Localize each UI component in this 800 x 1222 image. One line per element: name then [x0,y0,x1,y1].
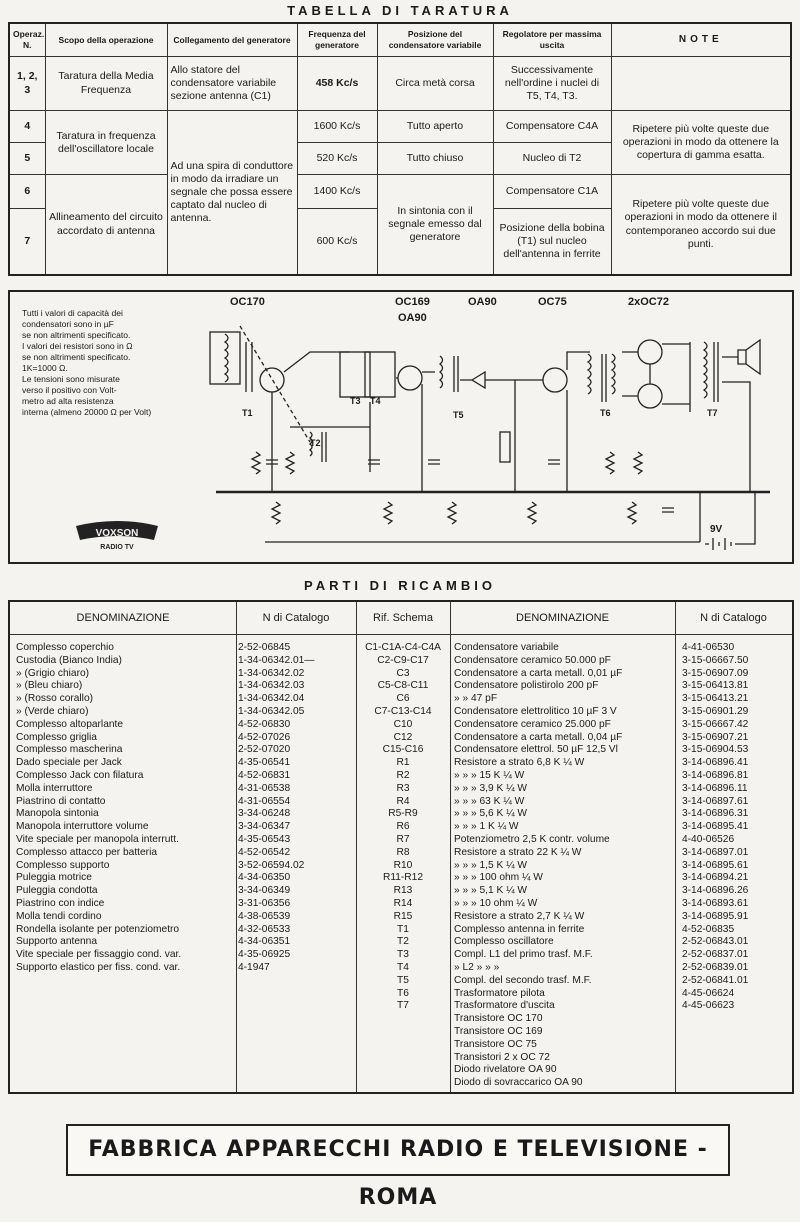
list-item: 3-15-06413.81 [682,680,749,692]
list-item: 3-15-06901.29 [682,705,749,717]
list-item: Complesso griglia [16,731,97,743]
ref-column [358,642,448,1090]
transistor-oc75 [543,368,567,392]
parts-title: PARTI DI RICAMBIO [304,578,496,593]
list-item: T2 [397,936,409,948]
list-item: 2-52-06843.01 [682,936,749,948]
list-item: Transistori 2 x OC 72 [454,1051,550,1063]
list-item: 4-45-06623 [682,1000,735,1012]
list-item: » » » 15 K ¼ W [454,769,525,781]
list-item: Diodo rivelatore OA 90 [454,1064,557,1076]
list-item: 3-14-06896.26 [682,885,749,897]
list-item: 4-32-06533 [238,923,291,935]
list-item: 4-34-06351 [238,936,291,948]
list-item: T5 [397,974,409,986]
list-item: 3-34-06248 [238,808,291,820]
list-item: 3-14-06893.61 [682,897,749,909]
list-item: 2-52-06841.01 [682,974,749,986]
list-item: Trasformatore d'uscita [454,1000,555,1012]
list-item: R13 [393,885,413,897]
list-item: 4-35-06543 [238,833,291,845]
list-item: 3-52-06594.02 [238,859,305,871]
list-item: 4-34-06350 [238,872,291,884]
list-item: 4-52-06831 [238,769,291,781]
note-line: Le tensioni sono misurate [22,374,120,384]
list-item: Complesso supporto [16,859,110,871]
list-item: Complesso altoparlante [16,718,124,730]
list-item: 1-34-06342.03 [238,680,305,692]
list-item: 3-14-06895.41 [682,821,749,833]
list-item: 2-52-06839.01 [682,961,749,973]
list-item: Custodia (Bianco India) [16,654,122,666]
list-item: 3-14-06896.31 [682,808,749,820]
list-item: 4-52-06830 [238,718,291,730]
list-item: 4-52-06542 [238,846,291,858]
list-item: Puleggia condotta [16,885,98,897]
resistor-r13 [628,502,636,524]
diode-oa90 [472,372,485,388]
calibration-header-row [9,23,791,57]
list-item: 3-14-06895.91 [682,910,749,922]
logo-subtitle: RADIO TV [100,544,134,551]
list-item: 4-38-06539 [238,910,291,922]
table-row [9,175,791,209]
list-item [358,1026,448,1039]
cell-frequency: 520 Kc/s [297,143,377,175]
circuit-schematic [8,290,794,564]
resistor-r14 [634,452,642,474]
list-item: R1 [396,757,410,769]
header-rif-schema: Rif. Schema [373,612,433,624]
cell-frequency: 458 Kc/s [297,57,377,111]
header-regulator: Regolatore per massima uscita [493,23,611,57]
list-item: Condensatore a carta metall. 0,04 µF [454,731,623,743]
list-item: Condensatore ceramico 50.000 pF [454,654,611,666]
list-item: Resistore a strato 22 K ¼ W [454,846,582,858]
list-item: 4-31-06554 [238,795,291,807]
list-item: T3 [397,949,409,961]
list-item: Condensatore elettrolitico 10 µF 3 V [454,705,617,717]
wire [460,380,515,492]
header-frequency: Frequenza del generatore [297,23,377,57]
list-item: 3-15-06904.53 [682,744,749,756]
list-item: » L2 » » » [454,961,500,973]
footer-banner: FABBRICA APPARECCHI RADIO E TELEVISIONE - ROMA [66,1124,730,1176]
list-item [682,1077,748,1090]
list-item: Molla tendi cordino [16,910,102,922]
list-item: » » » 5,1 K ¼ W [454,885,528,897]
list-item: 3-14-06896.11 [682,782,748,794]
list-item: 3-34-06347 [238,821,291,833]
label-t7: T7 [707,408,718,418]
list-item: 3-14-06896.41 [682,757,749,769]
cell-regulator: Posizione della bobina (T1) sul nucleo dell'antenna in ferrite [493,209,611,275]
wire [515,352,590,492]
oscillator-coil [310,432,326,462]
list-item: Potenziometro 2,5 K contr. volume [454,833,610,845]
list-item: Supporto antenna [16,936,98,948]
list-item: 3-15-06413.21 [682,693,749,705]
list-item: » » » 63 K ¼ W [454,795,525,807]
list-item: 4-1947 [238,961,270,973]
list-item: » (Bleu chiaro) [16,680,83,692]
list-item: » » » 5,6 K ¼ W [454,808,528,820]
label-t1: T1 [242,408,253,418]
cell-scope: Taratura della Media Frequenza [45,57,167,111]
wire [272,352,350,492]
t5-coil [440,356,458,392]
list-item: C3 [396,667,410,679]
list-item: C10 [393,718,413,730]
capacitor-c10 [428,460,440,464]
list-item: R5-R9 [388,808,418,820]
list-item: C12 [393,731,413,743]
list-item: Vite speciale per manopola interrutt. [16,833,179,845]
list-item: C2-C9-C17 [377,654,429,666]
list-item: » » » 100 ohm ¼ W [454,872,543,884]
list-item: » » » 3,9 K ¼ W [454,782,528,794]
list-item: 3-34-06349 [238,885,291,897]
list-item: Piastrino con indice [16,897,105,909]
list-item: Transistore OC 170 [454,1013,543,1025]
header-denominazione-right: DENOMINAZIONE [516,612,609,624]
transistor-oc169 [398,366,422,390]
label-2xoc72: 2xOC72 [628,296,669,308]
list-item: C1-C1A-C4-C4A [365,642,441,653]
table-row [9,111,791,143]
potentiometer [500,432,510,462]
list-item: R2 [396,769,410,781]
wire [700,492,755,544]
antenna-coupling [240,326,310,442]
list-item: » (Rosso corallo) [16,693,93,705]
list-item: 3-15-06907.21 [682,731,749,743]
list-item: 1-34-06342.02 [238,667,305,679]
list-item: Condensatore elettrol. 50 µF 12,5 Vl [454,744,618,756]
list-item: 1-34-06342.01— [238,654,315,666]
battery-icon [705,538,731,550]
label-oa90-overload: OA90 [398,312,427,324]
list-item: » » » 1,5 K ¼ W [454,859,528,871]
wire [396,372,435,492]
list-item [358,1052,448,1065]
cell-op: 4 [9,111,45,143]
header-connection: Collegamento del generatore [167,23,297,57]
cell-connection: Allo statore del condensatore variabile sezione antenna (C1) [167,57,297,111]
list-item: 3-15-06667.42 [682,718,749,730]
t1-coil [246,342,252,392]
resistor-r3 [286,452,294,474]
wire [290,402,370,472]
note-line: I valori dei resistori sono in Ω [22,341,133,351]
list-item: Supporto elastico per fiss. cond. var. [16,961,181,973]
list-item: Condensatore polistirolo 200 pF [454,680,599,692]
list-item: » » » 10 ohm ¼ W [454,897,538,909]
list-item: 4-40-06526 [682,833,735,845]
list-item: Complesso Jack con filatura [16,769,144,781]
resistor-r4 [384,502,392,524]
label-t2: T2 [310,438,321,448]
list-item: 2-52-06845 [238,642,291,653]
capacitor-c13 [548,460,560,464]
label-t5: T5 [453,410,464,420]
resistor-r9 [528,502,536,524]
list-item: Manopola interruttore volume [16,821,149,833]
list-item: 4-52-06835 [682,923,735,935]
label-battery: 9V [710,524,723,535]
list-item [358,1039,448,1052]
speaker-icon [738,340,760,374]
list-item: T1 [397,923,409,935]
header-op: Operaz. N. [9,23,45,57]
cell-position: Circa metà corsa [377,57,493,111]
list-item: R7 [396,833,410,845]
cell-regulator: Successivamente nell'ordine i nuclei di T5, T4, T3. [493,57,611,111]
list-item: Condensatore a carta metall. 0,01 µF [454,667,623,679]
list-item: Puleggia motrice [16,872,92,884]
label-t4: T4 [370,396,381,406]
list-item [682,1052,748,1065]
note-line: Tutti i valori di capacità dei [22,308,123,318]
list-item: 4-45-06624 [682,987,735,999]
transistor-oc72-b [638,384,662,408]
list-item: T6 [397,987,409,999]
note-line: interna (almeno 20000 Ω per Volt) [22,407,152,417]
list-item: 3-14-06894.21 [682,872,749,884]
cell-position: Tutto aperto [377,111,493,143]
cell-frequency: 1400 Kc/s [297,175,377,209]
list-item: 4-35-06925 [238,949,291,961]
cell-position: Tutto chiuso [377,143,493,175]
list-item: 3-15-06667.50 [682,654,749,666]
cell-op: 6 [9,175,45,209]
label-oa90: OA90 [468,296,497,308]
list-item [682,1026,748,1039]
list-item: Resistore a strato 6,8 K ¼ W [454,757,585,769]
list-item: R6 [396,821,410,833]
transistor-oc72-a [638,340,662,364]
parts-table [8,600,794,1094]
note-line: 1K=1000 Ω. [22,363,68,373]
cell-frequency: 1600 Kc/s [297,111,377,143]
list-item: 4-35-06541 [238,757,291,769]
label-oc169: OC169 [395,296,430,308]
list-item: R8 [396,846,410,858]
right-catalog-column [682,642,748,1090]
header-notes: NOTE [611,23,791,57]
header-catalog-left: N di Catalogo [262,612,330,624]
right-names-column [454,642,622,1090]
list-item: 3-15-06907.09 [682,667,749,679]
note-line: verso il positivo con Volt- [22,385,117,395]
list-item: 3-14-06896.81 [682,769,749,781]
list-item: 4-52-07026 [238,731,291,743]
header-scope: Scopo della operazione [45,23,167,57]
note-line: metro ad alta resistenza [22,396,114,406]
list-item [358,1064,448,1077]
list-item: » (Grigio chiaro) [16,667,90,679]
note-line: condensatori sono in µF [22,319,114,329]
cell-regulator: Compensatore C1A [493,175,611,209]
note-line: se non altrimenti specificato. [22,352,131,362]
list-item: Complesso coperchio [16,642,114,653]
list-item [358,1013,448,1026]
list-item: R14 [393,897,413,909]
label-t6: T6 [600,408,611,418]
t6-coil [588,354,615,402]
list-item: Molla interruttore [16,782,93,794]
cell-frequency: 600 Kc/s [297,209,377,275]
voxson-logo [74,520,160,552]
list-item: T4 [397,961,409,973]
antenna-coil [225,334,228,382]
list-item: Compl. del secondo trasf. M.F. [454,974,592,986]
list-item [682,1064,748,1077]
list-item: Rondella isolante per potenziometro [16,923,180,935]
list-item: C6 [396,693,410,705]
list-item [358,1077,448,1090]
list-item: R15 [393,910,413,922]
cell-regulator: Compensatore C4A [493,111,611,143]
list-item: Complesso antenna in ferrite [454,923,585,935]
list-item: 3-14-06897.61 [682,795,749,807]
note-line: se non altrimenti specificato. [22,330,131,340]
list-item: R10 [393,859,413,871]
wire [722,357,750,492]
list-item: R4 [396,795,410,807]
list-item: 3-31-06356 [238,897,291,909]
list-item: 4-31-06538 [238,782,291,794]
list-item: 3-14-06895.61 [682,859,749,871]
calibration-table [8,22,792,276]
label-oc170: OC170 [230,296,265,308]
header-catalog-right: N di Catalogo [700,612,767,624]
list-item: Resistore a strato 2,7 K ¼ W [454,910,585,922]
list-item: Complesso mascherina [16,744,123,756]
list-item: Transistore OC 169 [454,1025,543,1037]
list-item: R3 [396,782,410,794]
header-denominazione-left: DENOMINAZIONE [76,612,170,624]
list-item: 1-34-06342.04 [238,693,305,705]
wire [622,344,690,404]
capacitor-c16 [662,508,674,512]
list-item: 4-41-06530 [682,642,735,653]
resistor-r1 [252,452,260,474]
cell-op: 5 [9,143,45,175]
list-item: Condensatore variabile [454,642,559,653]
resistor-r11 [606,452,614,474]
left-names-column [16,642,181,975]
list-item: C7-C13-C14 [374,705,432,717]
header-position: Posizione del condensatore variabile [377,23,493,57]
list-item: T7 [397,1000,409,1012]
resistor-r2 [272,502,280,524]
list-item: Condensatore ceramico 25.000 pF [454,718,611,730]
list-item [682,1013,748,1026]
list-item: Compl. L1 del primo trasf. M.F. [454,949,593,961]
list-item: 2-52-06837.01 [682,949,749,961]
list-item: » » 47 pF [454,693,498,705]
t7-coil [690,342,718,412]
cell-scope: Taratura in frequenza dell'oscillatore locale [45,111,167,175]
list-item: » (Verde chiaro) [16,705,89,717]
list-item: Vite speciale per fissaggio cond. var. [16,949,182,961]
list-item: Manopola sintonia [16,808,99,820]
left-catalog-column [238,642,314,975]
list-item: » » » 1 K ¼ W [454,821,519,833]
list-item: Diodo di sovraccarico OA 90 [454,1077,583,1089]
table-row [9,57,791,111]
cell-scope: Allineamento del circuito accordato di antenna [45,175,167,275]
list-item: Dado speciale per Jack [16,757,122,769]
transistor-oc170 [260,368,284,392]
list-item: R11-R12 [382,872,423,884]
label-t3: T3 [350,396,361,406]
list-item: 2-52-07020 [238,744,291,756]
list-item: C15-C16 [382,744,424,756]
list-item: 3-14-06897.01 [682,846,749,858]
cell-op: 7 [9,209,45,275]
list-item: 1-34-06342.05 [238,705,305,717]
resistor-r8 [448,502,456,524]
list-item: C5-C8-C11 [377,680,429,692]
cell-regulator: Nucleo di T2 [493,143,611,175]
cell-notes: Ripetere più volte queste due operazioni in modo da ottenere la copertura di gamma esatta. [611,111,791,175]
list-item: Complesso attacco per batteria [16,846,157,858]
list-item [682,1039,748,1052]
list-item: Complesso oscillatore [454,936,554,948]
list-item: Piastrino di contatto [16,795,106,807]
cell-notes [611,57,791,111]
logo-brand: VOXSON [95,528,139,539]
cell-connection: Ad una spira di conduttore in modo da irradiare un segnale che possa essere captato dal nucleo di antenna. [167,111,297,275]
calibration-title: TABELLA DI TARATURA [287,3,513,18]
cell-position: In sintonia con il segnale emesso dal generatore [377,175,493,275]
cell-op: 1, 2, 3 [9,57,45,111]
list-item: Trasformatore pilota [454,987,545,999]
label-oc75: OC75 [538,296,567,308]
cell-notes: Ripetere più volte queste due operazioni in modo da ottenere il contemporaneo accordo sui due punti. [611,175,791,275]
list-item: Transistore OC 75 [454,1038,537,1050]
